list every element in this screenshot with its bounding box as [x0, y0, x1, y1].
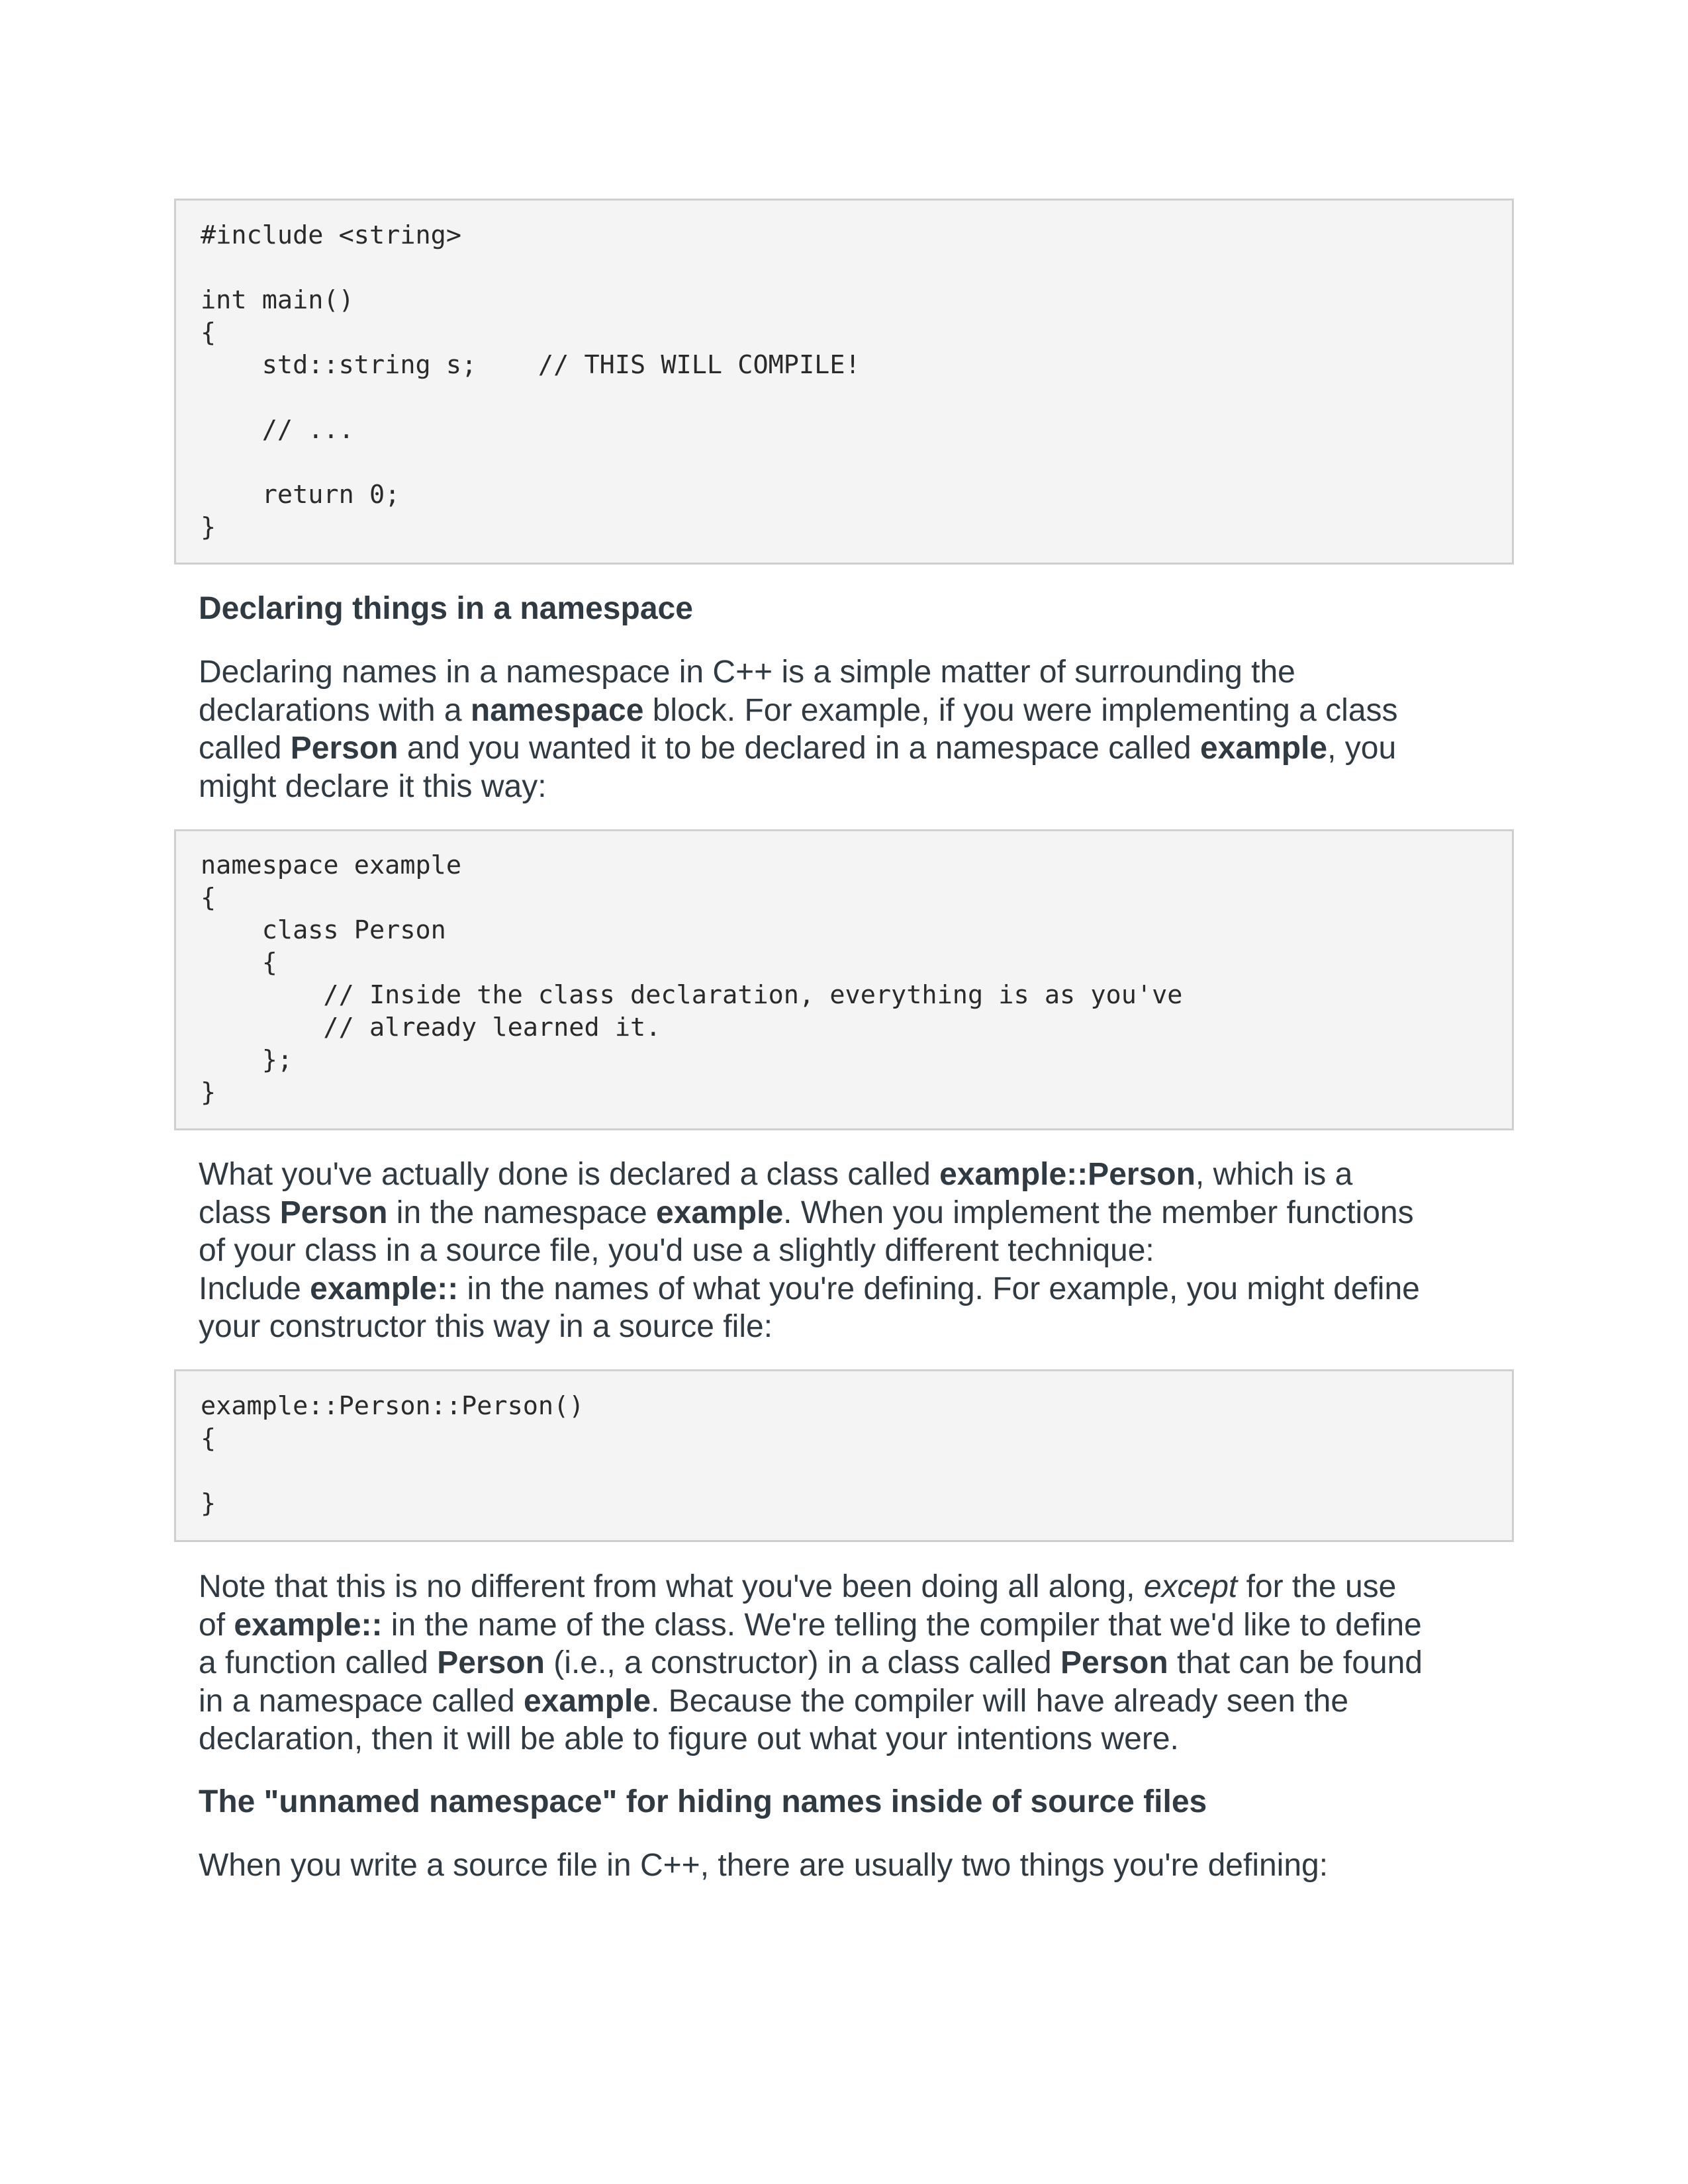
code-line: }: [201, 1488, 216, 1518]
code-line: {: [201, 318, 216, 347]
paragraph-example-person: [199, 1156, 1523, 1346]
code-line: [201, 1455, 1512, 1487]
code-line: }: [201, 512, 216, 542]
code-line: return 0;: [201, 480, 400, 510]
text: When you write a source file in C++, there are usually two things you're defining:: [199, 1848, 1329, 1883]
code-block-main: [174, 199, 1514, 565]
text: of your class in a source file, you'd use a slightly different technique:: [199, 1233, 1154, 1268]
code-block-namespace: [174, 829, 1514, 1130]
text: . When you implement the member functions: [783, 1195, 1414, 1230]
code-line: example::Person::Person(): [201, 1391, 585, 1421]
keyword-text: Person: [1060, 1645, 1168, 1680]
keyword-text: example: [656, 1195, 784, 1230]
text: Declaring names in a namespace in C++ is a simple matter of surrounding the: [199, 655, 1295, 690]
text: class: [199, 1195, 280, 1230]
text: that can be found: [1168, 1645, 1423, 1680]
code-line: [201, 381, 1512, 414]
text: a function called: [199, 1645, 438, 1680]
keyword-text: example::Person: [939, 1157, 1196, 1192]
code-line: namespace example: [201, 850, 462, 880]
text: called: [199, 731, 291, 766]
code-line: [201, 251, 1512, 284]
keyword-text: example: [1199, 731, 1328, 766]
keyword-text: example: [523, 1683, 651, 1719]
keyword-text: Person: [437, 1645, 545, 1680]
keyword-text: example::: [234, 1607, 383, 1643]
text: block. For example, if you were implementing a class: [643, 692, 1398, 728]
text: Include: [199, 1271, 310, 1306]
code-line: int main(): [201, 285, 354, 315]
text: , you: [1327, 731, 1397, 766]
text: in the name of the class. We're telling the compiler that we'd like to define: [382, 1607, 1422, 1643]
code-line: // Inside the class declaration, everything is as you've: [201, 980, 1183, 1010]
text: . Because the compiler will have already seen the: [651, 1683, 1349, 1719]
text: , which is a: [1195, 1157, 1353, 1192]
text: might declare it this way:: [199, 768, 547, 804]
text: in a namespace called: [199, 1683, 524, 1719]
text: of: [199, 1607, 234, 1643]
emphasis-text: except: [1143, 1569, 1238, 1604]
text: your constructor this way in a source file:: [199, 1309, 773, 1344]
code-line: class Person: [201, 915, 446, 945]
text: and you wanted it to be declared in a namespace called: [398, 731, 1200, 766]
code-block-constructor: [174, 1369, 1514, 1542]
code-line: std::string s; // THIS WILL COMPILE!: [201, 350, 861, 380]
keyword-text: Person: [279, 1195, 388, 1230]
text: declarations with a: [199, 692, 471, 728]
keyword-text: example::: [310, 1271, 459, 1306]
text: in the namespace: [387, 1195, 657, 1230]
keyword-text: Person: [290, 731, 399, 766]
code-line: [201, 446, 1512, 478]
text: for the use: [1237, 1569, 1397, 1604]
text: Note that this is no different from what you've been doing all along,: [199, 1569, 1144, 1604]
text: (i.e., a constructor) in a class called: [544, 1645, 1060, 1680]
code-line: {: [201, 883, 216, 913]
text: What you've actually done is declared a class called: [199, 1157, 940, 1192]
code-line: #include <string>: [201, 220, 462, 250]
code-line: {: [201, 1424, 216, 1453]
code-line: // already learned it.: [201, 1013, 661, 1042]
section-heading-declaring: Declaring things in a namespace: [199, 591, 693, 626]
text: in the names of what you're defining. For example, you might define: [458, 1271, 1420, 1306]
code-line: // ...: [201, 415, 354, 445]
keyword-text: namespace: [470, 692, 644, 728]
paragraph-note: [199, 1568, 1523, 1758]
code-line: };: [201, 1045, 293, 1075]
code-line: {: [201, 948, 277, 978]
section-heading-unnamed-namespace: The "unnamed namespace" for hiding names inside of source files: [199, 1784, 1207, 1819]
text: declaration, then it will be able to figure out what your intentions were.: [199, 1721, 1179, 1756]
paragraph-source-file: [199, 1846, 1523, 1885]
code-line: }: [201, 1077, 216, 1107]
paragraph-declaring: [199, 653, 1523, 805]
